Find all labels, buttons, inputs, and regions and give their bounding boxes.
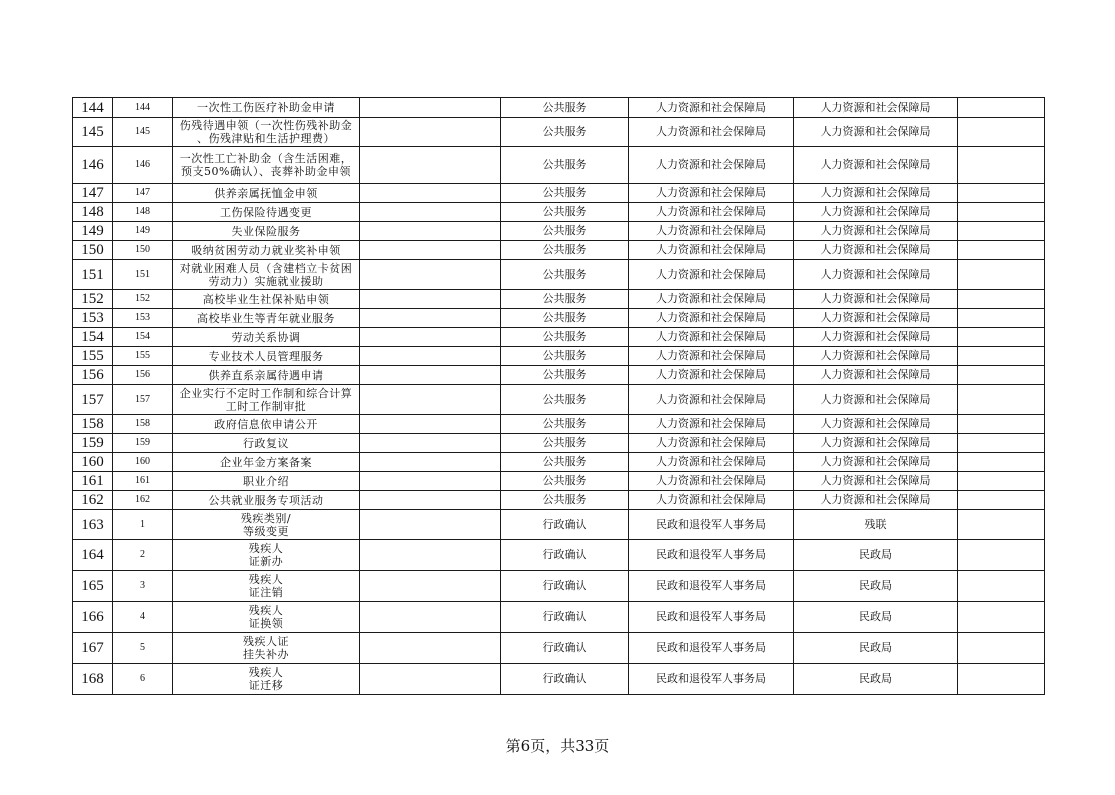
table-row [73,147,1045,184]
item-name-text: 残疾人 证注销 [248,573,284,599]
service-items-table [72,97,1045,695]
item-number: 152 [113,290,173,309]
item-type: 公共服务 [501,147,629,184]
row-seq-number: 164 [73,540,113,571]
item-note [958,309,1045,328]
item-extra [360,434,501,453]
item-extra [360,633,501,664]
responsible-department: 人力资源和社会保障局 [629,453,794,472]
item-extra [360,118,501,147]
table-row [73,472,1045,491]
item-note [958,540,1045,571]
table-row [73,510,1045,540]
item-name [173,571,360,602]
item-extra [360,290,501,309]
row-seq-number: 162 [73,491,113,510]
item-name-text: 企业年金方案备案 [220,455,312,469]
implementing-unit: 民政局 [794,540,958,571]
item-name [173,472,360,491]
responsible-department: 人力资源和社会保障局 [629,309,794,328]
item-note [958,290,1045,309]
item-name [173,184,360,203]
item-note [958,184,1045,203]
item-note [958,98,1045,118]
item-name-text: 职业介绍 [243,474,289,488]
implementing-unit: 人力资源和社会保障局 [794,147,958,184]
implementing-unit: 人力资源和社会保障局 [794,366,958,385]
row-seq-number: 156 [73,366,113,385]
responsible-department: 人力资源和社会保障局 [629,415,794,434]
row-seq-number: 146 [73,147,113,184]
table-row [73,415,1045,434]
item-name-text: 残疾人 证迁移 [248,666,284,692]
item-name [173,241,360,260]
item-type: 公共服务 [501,491,629,510]
page-number: 第6页，共33页 [505,737,610,755]
responsible-department: 人力资源和社会保障局 [629,472,794,491]
item-type: 公共服务 [501,222,629,241]
row-seq-number: 147 [73,184,113,203]
responsible-department: 人力资源和社会保障局 [629,203,794,222]
item-note [958,241,1045,260]
responsible-department: 人力资源和社会保障局 [629,184,794,203]
implementing-unit: 人力资源和社会保障局 [794,260,958,290]
row-seq-number: 161 [73,472,113,491]
item-note [958,510,1045,540]
item-note [958,118,1045,147]
item-number: 148 [113,203,173,222]
item-number: 158 [113,415,173,434]
item-name [173,434,360,453]
implementing-unit: 人力资源和社会保障局 [794,98,958,118]
item-number: 145 [113,118,173,147]
item-type: 公共服务 [501,472,629,491]
item-type: 公共服务 [501,434,629,453]
item-type: 公共服务 [501,98,629,118]
responsible-department: 人力资源和社会保障局 [629,260,794,290]
item-name [173,385,360,415]
implementing-unit: 民政局 [794,602,958,633]
item-number: 5 [113,633,173,664]
item-name-text: 残疾人 证换领 [248,604,284,630]
item-name [173,510,360,540]
item-note [958,415,1045,434]
item-name-text: 供养亲属抚恤金申领 [214,186,318,200]
item-name-text: 高校毕业生社保补贴申领 [202,292,330,306]
table-row [73,664,1045,695]
item-number: 4 [113,602,173,633]
table-row [73,184,1045,203]
table-row [73,602,1045,633]
table-row [73,633,1045,664]
item-name-text: 残疾人证 挂失补办 [243,635,289,661]
table-row [73,453,1045,472]
item-note [958,453,1045,472]
responsible-department: 人力资源和社会保障局 [629,241,794,260]
row-seq-number: 158 [73,415,113,434]
item-type: 公共服务 [501,385,629,415]
item-extra [360,184,501,203]
item-number: 156 [113,366,173,385]
implementing-unit: 民政局 [794,571,958,602]
item-type: 公共服务 [501,184,629,203]
item-note [958,147,1045,184]
responsible-department: 民政和退役军人事务局 [629,602,794,633]
responsible-department: 民政和退役军人事务局 [629,571,794,602]
item-number: 2 [113,540,173,571]
item-name [173,366,360,385]
responsible-department: 人力资源和社会保障局 [629,147,794,184]
item-name-text: 高校毕业生等青年就业服务 [197,311,335,325]
table-row [73,98,1045,118]
item-extra [360,453,501,472]
responsible-department: 人力资源和社会保障局 [629,118,794,147]
item-number: 1 [113,510,173,540]
item-type: 行政确认 [501,633,629,664]
responsible-department: 人力资源和社会保障局 [629,347,794,366]
table-row [73,241,1045,260]
item-name-text: 失业保险服务 [231,224,301,238]
item-note [958,472,1045,491]
item-name [173,118,360,147]
responsible-department: 人力资源和社会保障局 [629,491,794,510]
item-note [958,347,1045,366]
row-seq-number: 148 [73,203,113,222]
row-seq-number: 154 [73,328,113,347]
item-name-text: 公共就业服务专项活动 [208,493,324,507]
item-name [173,309,360,328]
item-name-text: 工伤保险待遇变更 [220,205,312,219]
item-name [173,203,360,222]
item-type: 公共服务 [501,415,629,434]
item-extra [360,510,501,540]
responsible-department: 人力资源和社会保障局 [629,222,794,241]
item-extra [360,347,501,366]
implementing-unit: 残联 [794,510,958,540]
responsible-department: 人力资源和社会保障局 [629,434,794,453]
implementing-unit: 人力资源和社会保障局 [794,203,958,222]
item-type: 公共服务 [501,453,629,472]
responsible-department: 人力资源和社会保障局 [629,328,794,347]
item-note [958,571,1045,602]
implementing-unit: 人力资源和社会保障局 [794,328,958,347]
row-seq-number: 159 [73,434,113,453]
item-type: 公共服务 [501,260,629,290]
item-number: 157 [113,385,173,415]
table-row [73,118,1045,147]
table-row [73,385,1045,415]
item-number: 154 [113,328,173,347]
item-type: 公共服务 [501,241,629,260]
item-extra [360,309,501,328]
item-name-text: 专业技术人员管理服务 [208,349,324,363]
table-row [73,347,1045,366]
table-row [73,328,1045,347]
item-extra [360,664,501,695]
item-note [958,222,1045,241]
item-extra [360,540,501,571]
item-type: 行政确认 [501,664,629,695]
item-name [173,147,360,184]
item-number: 162 [113,491,173,510]
item-number: 147 [113,184,173,203]
item-type: 公共服务 [501,309,629,328]
item-type: 公共服务 [501,366,629,385]
row-seq-number: 150 [73,241,113,260]
row-seq-number: 144 [73,98,113,118]
item-extra [360,415,501,434]
item-number: 151 [113,260,173,290]
implementing-unit: 人力资源和社会保障局 [794,241,958,260]
implementing-unit: 人力资源和社会保障局 [794,118,958,147]
item-number: 149 [113,222,173,241]
implementing-unit: 人力资源和社会保障局 [794,415,958,434]
item-extra [360,366,501,385]
item-extra [360,222,501,241]
item-name [173,260,360,290]
row-seq-number: 167 [73,633,113,664]
implementing-unit: 人力资源和社会保障局 [794,222,958,241]
item-type: 行政确认 [501,510,629,540]
item-name [173,540,360,571]
implementing-unit: 人力资源和社会保障局 [794,347,958,366]
row-seq-number: 165 [73,571,113,602]
item-extra [360,203,501,222]
item-number: 146 [113,147,173,184]
item-name-text: 劳动关系协调 [231,330,301,344]
table-row [73,540,1045,571]
table-row [73,260,1045,290]
item-type: 公共服务 [501,328,629,347]
responsible-department: 民政和退役军人事务局 [629,510,794,540]
item-name-text: 行政复议 [243,436,289,450]
item-number: 155 [113,347,173,366]
item-type: 公共服务 [501,290,629,309]
responsible-department: 人力资源和社会保障局 [629,385,794,415]
item-name [173,664,360,695]
item-extra [360,571,501,602]
item-name-text: 一次性工亡补助金（含生活困难， 预支50%确认）、丧葬补助金申领 [179,152,353,178]
item-name [173,222,360,241]
item-name [173,290,360,309]
item-type: 公共服务 [501,203,629,222]
row-seq-number: 152 [73,290,113,309]
item-name [173,415,360,434]
table-row [73,434,1045,453]
item-type: 行政确认 [501,571,629,602]
item-extra [360,147,501,184]
responsible-department: 人力资源和社会保障局 [629,290,794,309]
item-name-text: 对就业困难人员（含建档立卡贫困 劳动力）实施就业援助 [179,261,353,288]
item-note [958,366,1045,385]
implementing-unit: 人力资源和社会保障局 [794,491,958,510]
item-note [958,434,1045,453]
item-note [958,385,1045,415]
row-seq-number: 168 [73,664,113,695]
item-number: 3 [113,571,173,602]
item-extra [360,472,501,491]
row-seq-number: 149 [73,222,113,241]
table-row [73,290,1045,309]
item-name-text: 企业实行不定时工作制和综合计算 工时工作制审批 [179,386,353,413]
item-name [173,98,360,118]
item-note [958,260,1045,290]
item-name-text: 政府信息依申请公开 [214,417,318,431]
item-number: 150 [113,241,173,260]
table-body [73,98,1045,695]
responsible-department: 人力资源和社会保障局 [629,98,794,118]
item-number: 153 [113,309,173,328]
item-extra [360,241,501,260]
implementing-unit: 人力资源和社会保障局 [794,453,958,472]
row-seq-number: 153 [73,309,113,328]
row-seq-number: 155 [73,347,113,366]
responsible-department: 民政和退役军人事务局 [629,664,794,695]
row-seq-number: 166 [73,602,113,633]
item-note [958,328,1045,347]
item-name-text: 吸纳贫困劳动力就业奖补申领 [191,243,341,257]
implementing-unit: 人力资源和社会保障局 [794,184,958,203]
table-row [73,491,1045,510]
implementing-unit: 人力资源和社会保障局 [794,385,958,415]
item-extra [360,98,501,118]
item-name [173,602,360,633]
item-note [958,633,1045,664]
item-note [958,203,1045,222]
item-name [173,328,360,347]
item-type: 行政确认 [501,602,629,633]
responsible-department: 民政和退役军人事务局 [629,633,794,664]
item-number: 161 [113,472,173,491]
item-name-text: 伤残待遇申领（一次性伤残补助金 、伤残津贴和生活护理费） [179,119,353,145]
table-row [73,222,1045,241]
implementing-unit: 人力资源和社会保障局 [794,309,958,328]
implementing-unit: 民政局 [794,664,958,695]
responsible-department: 民政和退役军人事务局 [629,540,794,571]
implementing-unit: 民政局 [794,633,958,664]
item-extra [360,328,501,347]
item-name-text: 一次性工伤医疗补助金申请 [197,101,335,114]
item-number: 159 [113,434,173,453]
table-row [73,309,1045,328]
item-name [173,453,360,472]
item-extra [360,602,501,633]
row-seq-number: 157 [73,385,113,415]
item-note [958,602,1045,633]
implementing-unit: 人力资源和社会保障局 [794,434,958,453]
item-extra [360,385,501,415]
row-seq-number: 151 [73,260,113,290]
row-seq-number: 145 [73,118,113,147]
row-seq-number: 160 [73,453,113,472]
item-note [958,664,1045,695]
item-name-text: 供养直系亲属待遇申请 [208,368,324,382]
table-row [73,571,1045,602]
item-number: 144 [113,98,173,118]
item-extra [360,260,501,290]
item-type: 行政确认 [501,540,629,571]
item-name [173,491,360,510]
implementing-unit: 人力资源和社会保障局 [794,472,958,491]
item-name [173,347,360,366]
implementing-unit: 人力资源和社会保障局 [794,290,958,309]
item-number: 6 [113,664,173,695]
table-row [73,203,1045,222]
item-type: 公共服务 [501,118,629,147]
responsible-department: 人力资源和社会保障局 [629,366,794,385]
item-note [958,491,1045,510]
item-number: 160 [113,453,173,472]
item-extra [360,491,501,510]
item-name-text: 残疾类别/ 等级变更 [240,511,292,538]
table-row [73,366,1045,385]
row-seq-number: 163 [73,510,113,540]
item-type: 公共服务 [501,347,629,366]
item-name [173,633,360,664]
item-name-text: 残疾人 证新办 [248,542,284,568]
